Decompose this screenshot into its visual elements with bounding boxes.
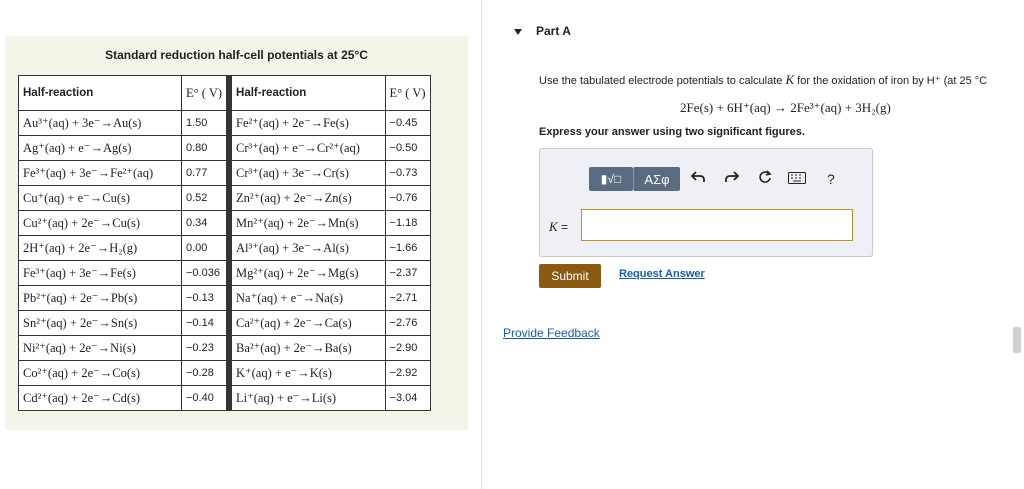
table-row: [19, 136, 431, 161]
panel-divider: [481, 0, 482, 489]
half-reaction-cell: K⁺(aq) + e⁻→K(s): [229, 361, 385, 386]
half-reaction-cell: Cr³⁺(aq) + 3e⁻→Cr(s): [229, 161, 385, 186]
potential-cell: −0.40: [182, 386, 230, 411]
half-reaction-cell: Cd²⁺(aq) + 2e⁻→Cd(s): [19, 386, 182, 411]
header-half-reaction-left: Half-reaction: [19, 76, 182, 111]
potential-cell: −0.14: [182, 311, 230, 336]
potential-cell: −2.71: [385, 286, 430, 311]
k-variable: K: [549, 219, 558, 234]
potential-cell: −0.036: [182, 261, 230, 286]
k-answer-input[interactable]: [581, 209, 853, 241]
question-post: for the oxidation of iron by H⁺ (at 25 °C: [794, 75, 988, 87]
table-row: [19, 261, 431, 286]
table-row: [19, 211, 431, 236]
half-reaction-cell: Ag⁺(aq) + e⁻→Ag(s): [19, 136, 182, 161]
potential-cell: −2.37: [385, 261, 430, 286]
half-reaction-cell: Fe²⁺(aq) + 2e⁻→Fe(s): [229, 111, 385, 136]
answer-instruction: Express your answer using two significant figures.: [539, 126, 805, 138]
header-potential-right: E° ( V): [385, 76, 430, 111]
half-reaction-cell: Cu⁺(aq) + e⁻→Cu(s): [19, 186, 182, 211]
potential-cell: −1.66: [385, 236, 430, 261]
table-row: [19, 186, 431, 211]
half-reaction-cell: Na⁺(aq) + e⁻→Na(s): [229, 286, 385, 311]
half-reaction-cell: Pb²⁺(aq) + 2e⁻→Pb(s): [19, 286, 182, 311]
k-label: [549, 219, 568, 235]
table-row: [19, 311, 431, 336]
potentials-table: [18, 75, 431, 411]
potential-cell: −0.45: [385, 111, 430, 136]
keyboard-icon[interactable]: [788, 170, 806, 188]
half-reaction-cell: Zn²⁺(aq) + 2e⁻→Zn(s): [229, 186, 385, 211]
half-reaction-cell: Ca²⁺(aq) + 2e⁻→Ca(s): [229, 311, 385, 336]
half-reaction-cell: Mg²⁺(aq) + 2e⁻→Mg(s): [229, 261, 385, 286]
potential-cell: 1.50: [182, 111, 230, 136]
undo-icon[interactable]: [691, 170, 705, 188]
header-half-reaction-right: Half-reaction: [229, 76, 385, 111]
half-reaction-cell: Ni²⁺(aq) + 2e⁻→Ni(s): [19, 336, 182, 361]
half-reaction-cell: Co²⁺(aq) + 2e⁻→Co(s): [19, 361, 182, 386]
half-reaction-cell: Au³⁺(aq) + 3e⁻→Au(s): [19, 111, 182, 136]
redo-icon[interactable]: [725, 170, 739, 188]
question-variable: K: [785, 72, 795, 87]
potential-cell: −3.04: [385, 386, 430, 411]
table-row: [19, 336, 431, 361]
potential-cell: −0.76: [385, 186, 430, 211]
reaction-equation: 2Fe(s) + 6H⁺(aq) → 2Fe³⁺(aq) + 3H₂(g): [680, 100, 891, 115]
provide-feedback-link[interactable]: Provide Feedback: [503, 326, 600, 340]
table-row: [19, 286, 431, 311]
potentials-table-panel: [5, 36, 468, 430]
request-answer-link[interactable]: Request Answer: [619, 268, 705, 280]
half-reaction-cell: Fe³⁺(aq) + 3e⁻→Fe²⁺(aq): [19, 161, 182, 186]
half-reaction-cell: Mn²⁺(aq) + 2e⁻→Mn(s): [229, 211, 385, 236]
half-reaction-cell: Cu²⁺(aq) + 2e⁻→Cu(s): [19, 211, 182, 236]
potential-cell: −0.23: [182, 336, 230, 361]
potential-cell: −0.73: [385, 161, 430, 186]
potential-cell: −2.76: [385, 311, 430, 336]
potential-cell: −2.90: [385, 336, 430, 361]
help-icon[interactable]: ?: [827, 171, 835, 187]
potential-cell: 0.34: [182, 211, 230, 236]
reset-icon[interactable]: [758, 170, 772, 188]
table-title: Standard reduction half-cell potentials at 25°C: [105, 48, 368, 62]
collapse-caret-icon[interactable]: [514, 29, 522, 35]
potential-cell: −0.13: [182, 286, 230, 311]
half-reaction-cell: 2H⁺(aq) + 2e⁻→H₂(g): [19, 236, 182, 261]
scrollbar-handle[interactable]: [1013, 327, 1021, 353]
table-row: [19, 236, 431, 261]
symbols-button[interactable]: AΣφ: [633, 167, 680, 191]
half-reaction-cell: Sn²⁺(aq) + 2e⁻→Sn(s): [19, 311, 182, 336]
half-reaction-cell: Cr³⁺(aq) + e⁻→Cr²⁺(aq): [229, 136, 385, 161]
part-a-label: Part A: [536, 24, 571, 38]
submit-button[interactable]: Submit: [539, 264, 601, 288]
table-row: [19, 361, 431, 386]
half-reaction-cell: Fe³⁺(aq) + 3e⁻→Fe(s): [19, 261, 182, 286]
potential-cell: 0.52: [182, 186, 230, 211]
question-text: [539, 72, 987, 88]
k-equals: =: [557, 220, 569, 234]
potential-cell: 0.77: [182, 161, 230, 186]
potential-cell: −0.50: [385, 136, 430, 161]
table-row: [19, 111, 431, 136]
template-button[interactable]: ▮√□: [589, 167, 633, 191]
potential-cell: 0.80: [182, 136, 230, 161]
answer-box: [539, 148, 873, 257]
potential-cell: −1.18: [385, 211, 430, 236]
potential-cell: −0.28: [182, 361, 230, 386]
half-reaction-cell: Ba²⁺(aq) + 2e⁻→Ba(s): [229, 336, 385, 361]
potential-cell: −2.92: [385, 361, 430, 386]
table-row: [19, 386, 431, 411]
part-a-header[interactable]: [514, 24, 571, 38]
half-reaction-cell: Al³⁺(aq) + 3e⁻→Al(s): [229, 236, 385, 261]
half-reaction-cell: Li⁺(aq) + e⁻→Li(s): [229, 386, 385, 411]
question-pre: Use the tabulated electrode potentials to calculate: [539, 75, 786, 87]
header-potential-left: E° ( V): [182, 76, 230, 111]
table-row: [19, 161, 431, 186]
table-header-row: [19, 76, 431, 111]
potential-cell: 0.00: [182, 236, 230, 261]
